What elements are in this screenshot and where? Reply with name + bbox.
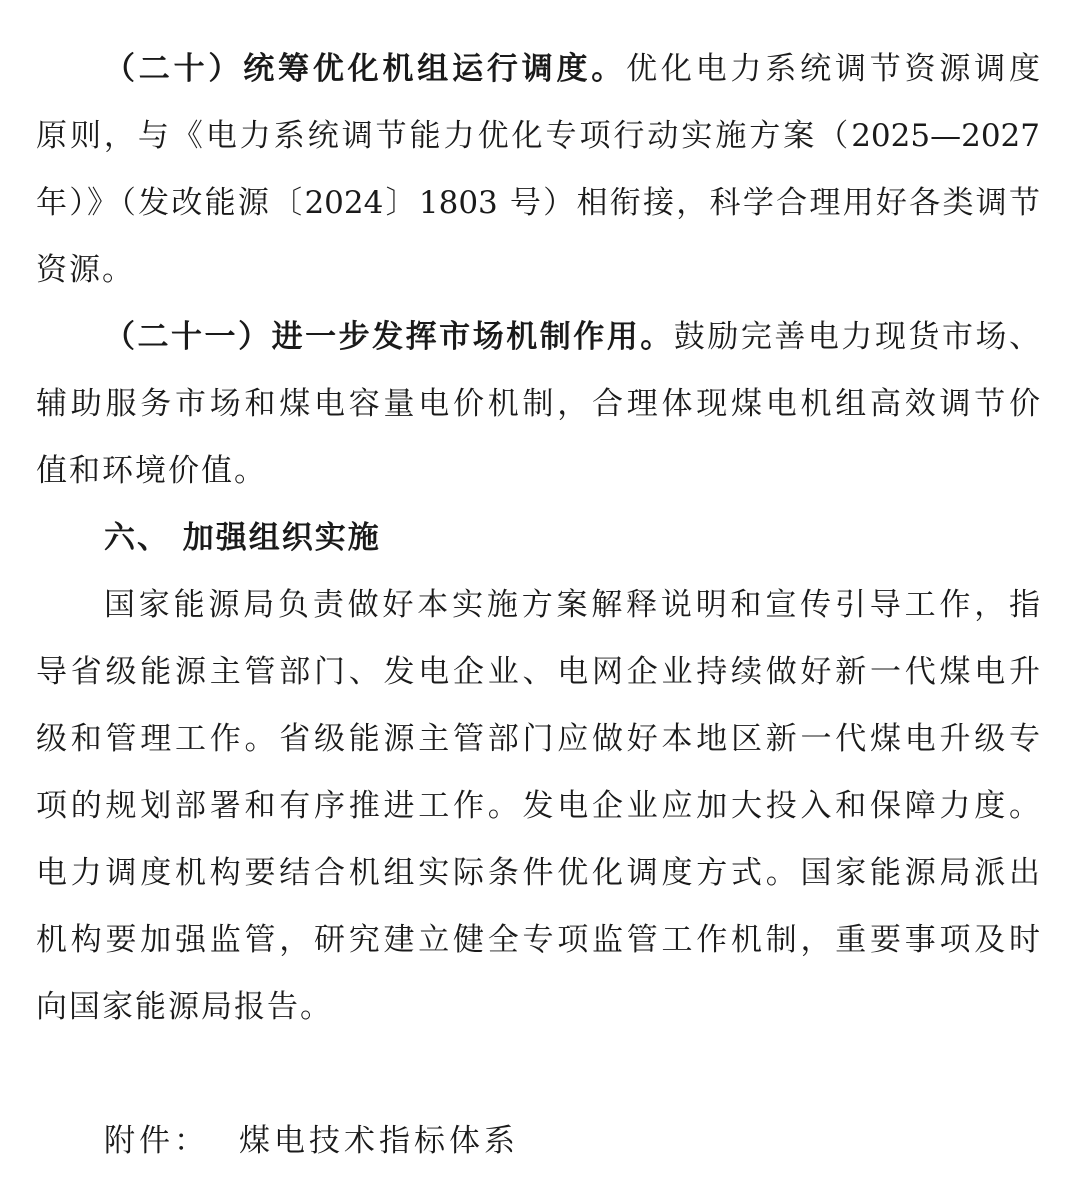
section-6-line-2: 导省级能源主管部门、发电企业、电网企业持续做好新一代煤电升 bbox=[36, 654, 1040, 690]
section-6-line-4: 项的规划部署和有序推进工作。发电企业应加大投入和保障力度。 bbox=[36, 788, 1040, 824]
section-6-line-1: 国家能源局负责做好本实施方案解释说明和宣传引导工作，指 bbox=[104, 587, 1040, 623]
attachment-label: 附件： bbox=[104, 1123, 209, 1159]
section-21-line-3: 值和环境价值。 bbox=[36, 453, 267, 489]
section-21-line-2: 辅助服务市场和煤电容量电价机制，合理体现煤电机组高效调节价 bbox=[36, 386, 1040, 422]
section-6-line-6: 机构要加强监管，研究建立健全专项监管工作机制，重要事项及时 bbox=[36, 922, 1040, 958]
section-20-line-4: 资源。 bbox=[36, 252, 135, 288]
section-6-line-3: 级和管理工作。省级能源主管部门应做好本地区新一代煤电升级专 bbox=[36, 721, 1040, 757]
document-page bbox=[36, 36, 1040, 1175]
section-21-title: （二十一）进一步发挥市场机制作用。 bbox=[104, 319, 674, 355]
attachment-line bbox=[36, 1108, 1040, 1175]
section-6-line-7: 向国家能源局报告。 bbox=[36, 989, 333, 1025]
section-21-line-1-text: 鼓励完善电力现货市场、 bbox=[673, 319, 1041, 355]
section-20-title: （二十）统筹优化机组运行调度。 bbox=[104, 51, 627, 87]
section-6-line-5: 电力调度机构要结合机组实际条件优化调度方式。国家能源局派出 bbox=[36, 855, 1040, 891]
section-20-line-2: 原则，与《电力系统调节能力优化专项行动实施方案（2025—2027 bbox=[36, 118, 1040, 154]
section-20-line-3: 年）》（发改能源〔2024〕1803 号）相衔接，科学合理用好各类调节 bbox=[36, 185, 1040, 221]
section-20-line-1 bbox=[36, 36, 1040, 103]
section-20-line-1-text: 优化电力系统调节资源调度 bbox=[626, 51, 1041, 87]
section-6-heading: 六、 加强组织实施 bbox=[104, 520, 381, 556]
attachment-title: 煤电技术指标体系 bbox=[239, 1123, 519, 1159]
blank-line bbox=[36, 1041, 1040, 1108]
section-21-line-1 bbox=[36, 304, 1040, 371]
